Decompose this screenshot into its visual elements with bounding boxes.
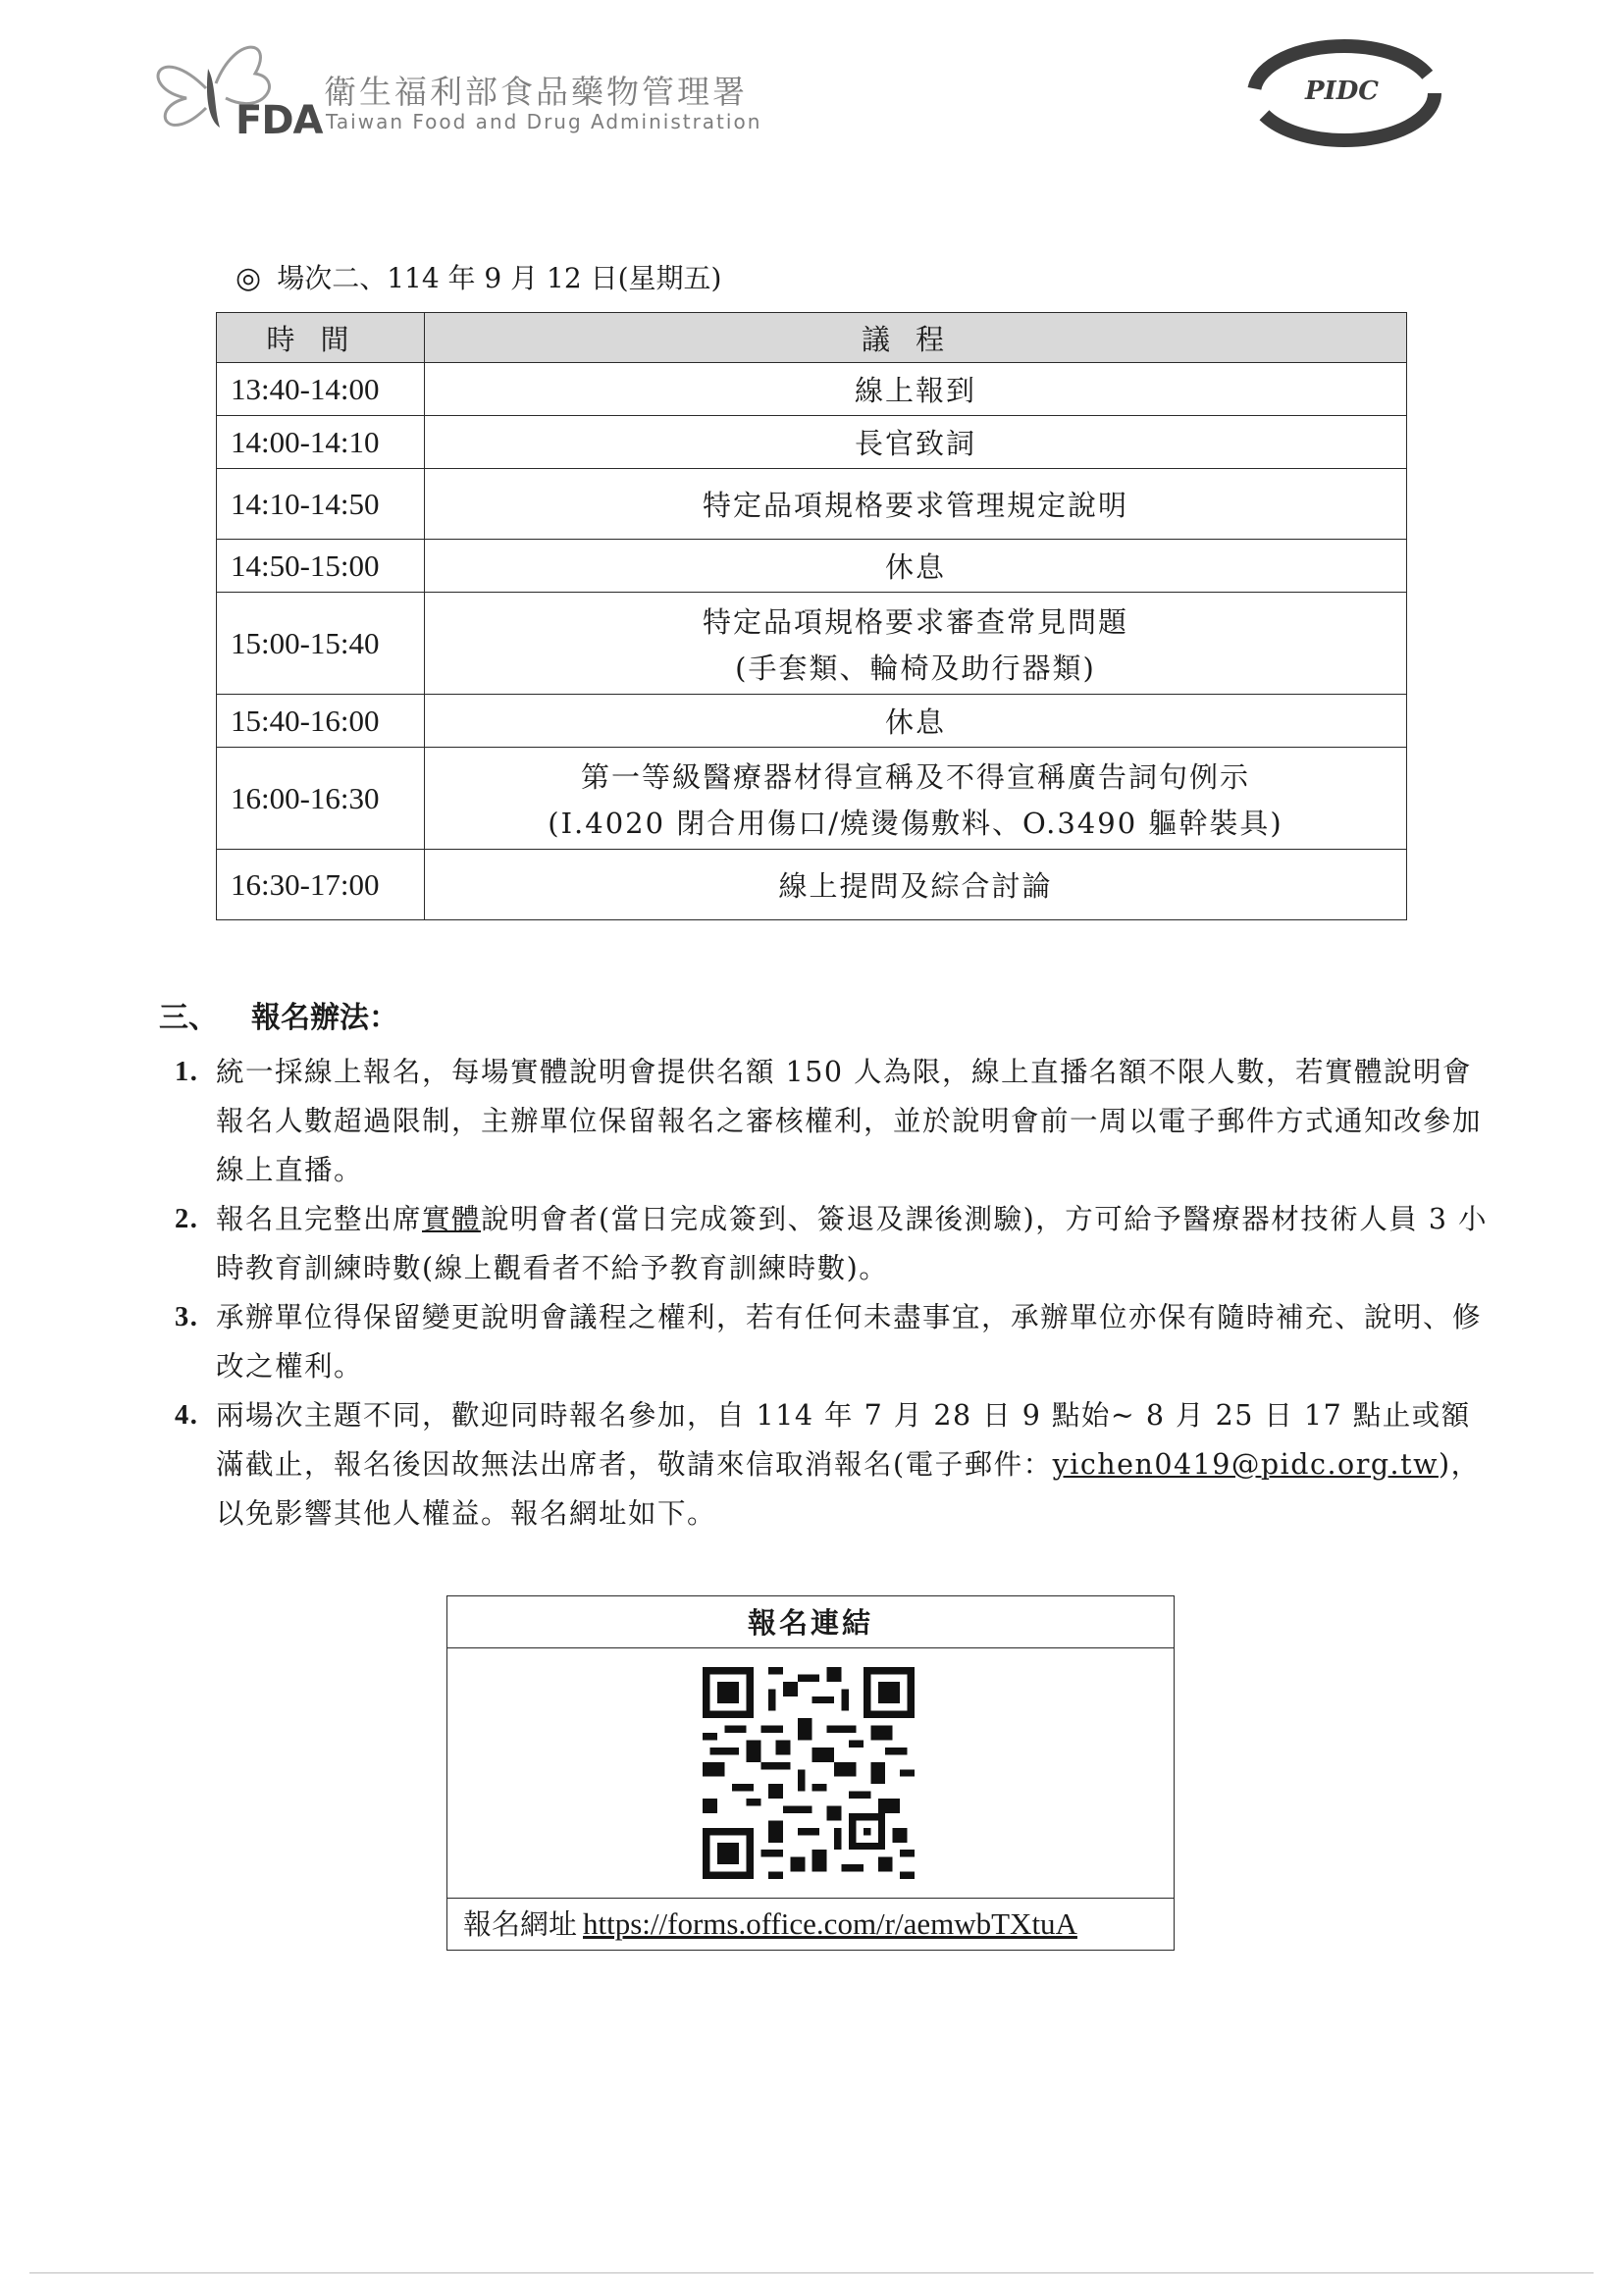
session-title xyxy=(236,257,721,296)
row-item-sub: (I.4020 閉合用傷口/燒燙傷敷料、O.3490 軀幹裝具) xyxy=(548,806,1283,840)
table-row xyxy=(217,540,1407,593)
fda-mark: FDA xyxy=(236,98,323,143)
footer-divider xyxy=(29,2272,1594,2273)
rule-text-pre: 報名且完整出席 xyxy=(216,1203,423,1235)
table-row xyxy=(217,469,1407,540)
rule-underline: 實體 xyxy=(422,1203,482,1235)
session-title-text: 場次二、114 年 9 月 12 日(星期五) xyxy=(277,262,722,294)
table-row xyxy=(217,695,1407,748)
section-title: 報名辦法： xyxy=(251,1001,398,1035)
fda-name-chinese: 衛生福利部食品藥物管理署 xyxy=(324,73,748,111)
row-item xyxy=(425,748,1407,850)
table-row xyxy=(217,748,1407,850)
table-row xyxy=(217,593,1407,695)
table-row xyxy=(217,850,1407,920)
row-item: 長官致詞 xyxy=(425,416,1407,469)
contact-email-link[interactable]: yichen0419@pidc.org.tw xyxy=(1052,1448,1439,1481)
row-item: 休息 xyxy=(425,540,1407,593)
list-item xyxy=(175,1391,1490,1539)
row-item-main: 第一等級醫療器材得宣稱及不得宣稱廣告詞句例示 xyxy=(580,759,1250,794)
fda-name-english: Taiwan Food and Drug Administration xyxy=(326,110,762,133)
registration-url-label: 報名網址 xyxy=(463,1907,578,1941)
row-time: 16:00-16:30 xyxy=(217,748,425,850)
list-number: 4. xyxy=(175,1400,199,1431)
fda-logo xyxy=(147,29,854,147)
row-item-main: 特定品項規格要求審查常見問題 xyxy=(702,604,1128,639)
row-item: 休息 xyxy=(425,695,1407,748)
agenda-header-row xyxy=(217,313,1407,363)
double-circle-icon: ◎ xyxy=(236,261,262,295)
list-number: 1. xyxy=(175,1057,199,1087)
pidc-label: PIDC xyxy=(1305,77,1379,106)
rule-text: 統一採線上報名，每場實體說明會提供名額 150 人為限，線上直播名額不限人數，若實體說明會報名人數超過限制，主辦單位保留報名之審核權利，並於說明會前一周以電子郵件方式通知改參加線上直播。 xyxy=(216,1056,1483,1186)
section-heading xyxy=(159,993,398,1036)
list-item xyxy=(175,1293,1490,1391)
registration-url-link[interactable]: https://forms.office.com/r/aemwbTXtuA xyxy=(583,1906,1077,1941)
row-item: 線上報到 xyxy=(425,363,1407,416)
row-item xyxy=(425,593,1407,695)
registration-link-box xyxy=(446,1595,1175,1951)
list-number: 2. xyxy=(175,1204,199,1234)
list-item xyxy=(175,1048,1490,1195)
page-header xyxy=(0,0,1623,167)
agenda-table xyxy=(216,312,1407,920)
table-row xyxy=(217,363,1407,416)
row-item-sub: (手套類、輪椅及助行器類) xyxy=(735,651,1096,685)
row-item: 特定品項規格要求管理規定說明 xyxy=(425,469,1407,540)
rule-text: 承辦單位得保留變更說明會議程之權利，若有任何未盡事宜，承辦單位亦保有隨時補充、說明、修改之權利。 xyxy=(216,1301,1483,1383)
row-time: 15:00-15:40 xyxy=(217,593,425,695)
table-row xyxy=(217,416,1407,469)
registration-url-row xyxy=(447,1898,1174,1950)
pidc-logo xyxy=(1246,39,1442,147)
list-item xyxy=(175,1195,1490,1293)
rule-text-post: )，以免影響其他人權益。報名網址如下。 xyxy=(216,1448,1481,1530)
registration-rules xyxy=(175,1048,1490,1539)
row-time: 15:40-16:00 xyxy=(217,695,425,748)
row-time: 14:10-14:50 xyxy=(217,469,425,540)
rule-text-pre: 兩場次主題不同，歡迎同時報名參加，自 114 年 7 月 28 日 9 點始~ 8 月 25 日 17 點止或額滿截止，報名後因故無法出席者，敬請來信取消報名(電子郵件： xyxy=(216,1399,1471,1481)
row-time: 13:40-14:00 xyxy=(217,363,425,416)
time-column-header: 時間 xyxy=(217,313,425,363)
item-column-header: 議程 xyxy=(425,313,1407,363)
row-time: 16:30-17:00 xyxy=(217,850,425,920)
rule-text-post: 說明會者(當日完成簽到、簽退及課後測驗)，方可給予醫療器材技術人員 3 小時教育訓練時數(線上觀看者不給予教育訓練時數)。 xyxy=(216,1203,1489,1284)
row-item: 線上提問及綜合討論 xyxy=(425,850,1407,920)
qr-code[interactable] xyxy=(703,1667,915,1879)
list-number: 3. xyxy=(175,1302,199,1332)
row-time: 14:00-14:10 xyxy=(217,416,425,469)
registration-box-title: 報名連結 xyxy=(447,1596,1174,1648)
row-time: 14:50-15:00 xyxy=(217,540,425,593)
section-number: 三、 xyxy=(159,1001,218,1035)
